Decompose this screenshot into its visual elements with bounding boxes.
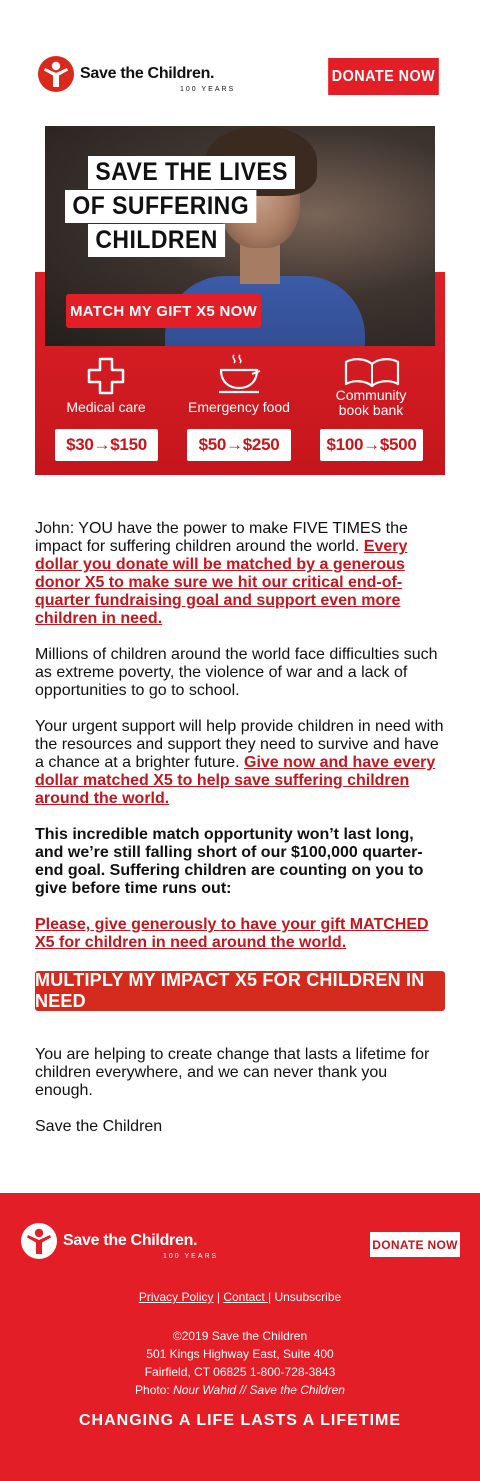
footer-logo[interactable] xyxy=(21,1223,221,1263)
unsubscribe-link[interactable]: Unsubscribe xyxy=(274,1290,342,1304)
footer-photo-credit xyxy=(0,1381,480,1399)
footer-tagline: CHANGING A LIFE LASTS A LIFETIME xyxy=(78,1412,402,1429)
footer-separator: | xyxy=(213,1290,224,1304)
match-gift-button[interactable]: MATCH MY GIFT X5 NOW xyxy=(66,294,261,328)
intro-match-link[interactable]: Every dollar you donate will be matched by a generous donor X5 to make sure we hit our critical end-of-quarter fundraising goal and support even more children in need. xyxy=(35,538,408,627)
paragraph-thanks: You are helping to create change that lasts a lifetime for children everywhere, and we can never thank you enough. xyxy=(35,1046,430,1099)
paragraph-support xyxy=(35,718,445,808)
photo-credit-name: Nour Wahid // Save the Children xyxy=(173,1383,345,1397)
photo-credit-prefix: Photo: xyxy=(135,1383,174,1397)
price-badge-medical[interactable]: $30→$150 xyxy=(55,429,158,461)
soup-bowl-icon xyxy=(216,352,262,403)
footer-address-line-2: Fairfield, CT 06825 1-800-728-3843 xyxy=(144,1365,336,1379)
footer-address-line-1: 501 Kings Highway East, Suite 400 xyxy=(146,1347,334,1361)
price-badge-books[interactable]: $100→$500 xyxy=(320,429,423,461)
medical-cross-icon xyxy=(86,356,126,401)
give-generously-link[interactable]: Please, give generously to have your gift MATCHED X5 for children in need around the world. xyxy=(35,916,429,951)
paragraph-intro xyxy=(35,520,445,628)
donate-now-button[interactable]: DONATE NOW xyxy=(328,58,439,95)
paragraph-challenges: Millions of children around the world face difficulties such as extreme poverty, the violence of war and a lack of opportunities to go to school. xyxy=(35,646,438,699)
footer-donate-now-button[interactable]: DONATE NOW xyxy=(370,1232,460,1257)
footer-child-figure-icon xyxy=(21,1223,57,1259)
logo-subtitle: 100 YEARS xyxy=(180,86,236,93)
multiply-impact-button[interactable]: MULTIPLY MY IMPACT X5 FOR CHILDREN IN NEED xyxy=(35,971,445,1011)
price-badge-food[interactable]: $50→$250 xyxy=(187,429,291,461)
intro-text: John: YOU have the power to make FIVE TIMES the impact for suffering children around the world. xyxy=(35,520,408,555)
photo-neck xyxy=(240,244,280,284)
support-text: Your urgent support will help provide children in need with the resources and support they need to survive and have a chance at a brighter future. xyxy=(35,718,444,771)
hero-headline-line-2: OF SUFFERING xyxy=(65,190,256,223)
paragraph-give-generously xyxy=(35,916,445,952)
footer-copyright: ©2019 Save the Children xyxy=(172,1329,308,1343)
footer-logo-subtitle: 100 YEARS xyxy=(163,1253,219,1260)
feature-label-food: Emergency food xyxy=(188,399,290,415)
logo-wordmark: Save the Children. xyxy=(80,65,215,82)
give-now-link[interactable]: Give now and have every dollar matched X5 to help save suffering children around the world. xyxy=(35,754,436,807)
signoff: Save the Children xyxy=(35,1118,163,1135)
feature-label-books: Community book bank xyxy=(335,387,407,418)
child-figure-icon xyxy=(38,56,74,92)
hero-headline-line-1: SAVE THE LIVES xyxy=(88,156,295,189)
feature-label-medical: Medical care xyxy=(66,399,146,415)
paragraph-urgency: This incredible match opportunity won’t last long, and we’re still falling short of our $100,000 quarter-end goal. Suffering children are counting on you to give before time runs out: xyxy=(35,826,424,897)
footer-logo-wordmark: Save the Children. xyxy=(63,1232,198,1249)
footer-separator: | xyxy=(268,1290,275,1304)
footer-links xyxy=(0,1290,480,1304)
privacy-policy-link[interactable]: Privacy Policy xyxy=(138,1290,214,1304)
contact-link[interactable]: Contact xyxy=(223,1290,269,1304)
hero-headline-line-3: CHILDREN xyxy=(88,224,225,257)
header-logo[interactable] xyxy=(38,56,238,96)
